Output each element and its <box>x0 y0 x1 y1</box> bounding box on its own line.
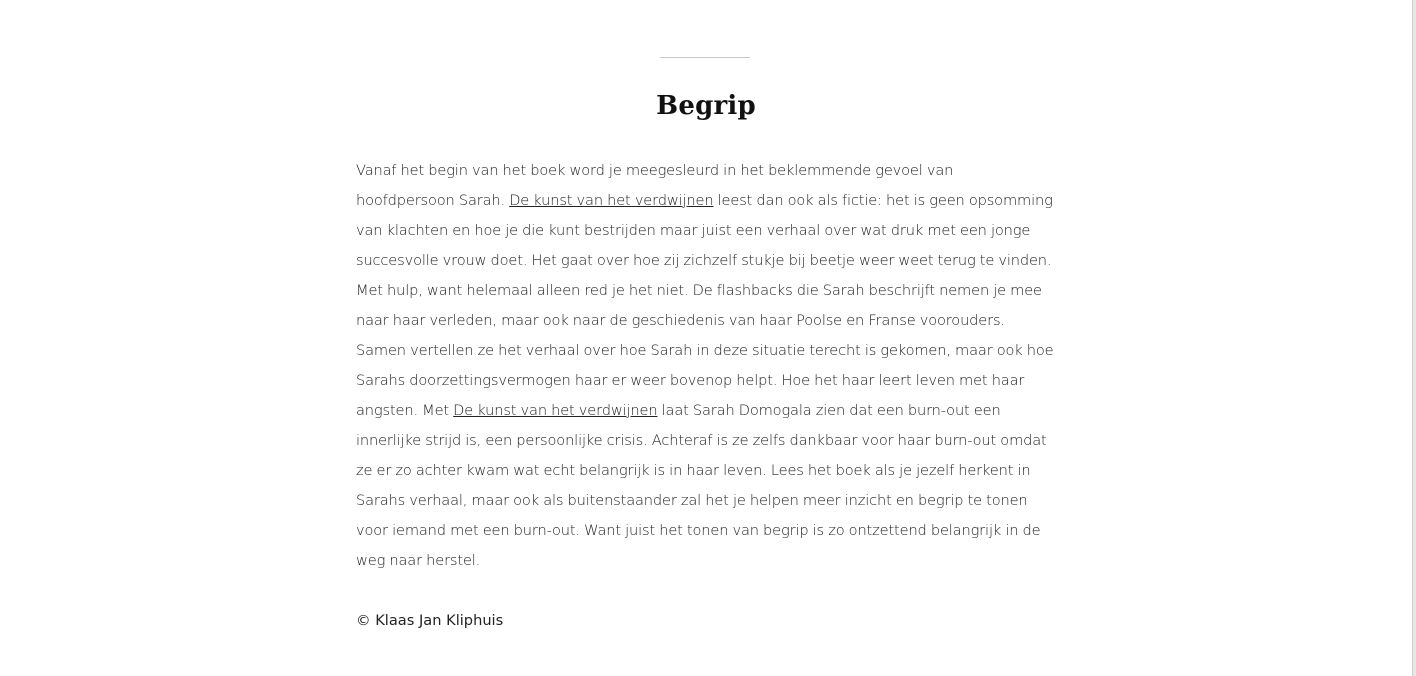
book-title-link[interactable]: De kunst van het verdwijnen <box>453 402 658 419</box>
paragraph-text: Vanaf het begin van het boek word je meegesleurd in het beklemmende gevoel van hoofdpersoon Sarah. <box>356 162 954 209</box>
paragraph-text: laat Sarah Domogala zien dat een burn-out een innerlijke strijd is, een persoonlijke crisis. Achteraf is ze zelfs dankbaar voor haar burn-out omdat ze er zo achter kwam wat echt belangrijk is in haar leven. Lees het boek als je jezelf herkent in Sarahs verhaal, maar ook als buitenstaander zal het je helpen meer inzicht en begrip te tonen voor iemand met een burn-out. Want juist het tonen van begrip is zo ontzettend belangrijk in de weg naar herstel. <box>356 402 1047 569</box>
scrollbar[interactable] <box>1412 0 1416 676</box>
paragraph-text: leest dan ook als fictie: het is geen opsomming van klachten en hoe je die kunt bestrijden maar juist een verhaal over wat druk met een jonge succesvolle vrouw doet. Het gaat over hoe zij zichzelf stukje bij beetje weer weet terug te vinden. Met hulp, want helemaal alleen red je het niet. De flashbacks die Sarah beschrijft nemen je mee naar haar verleden, maar ook naar de geschiedenis van haar Poolse en Franse voorouders. Samen vertellen ze het verhaal over hoe Sarah in deze situatie terecht is gekomen, maar ook hoe Sarahs doorzettingsvermogen haar er weer bovenop helpt. Hoe het haar leert leven met haar angsten. Met <box>356 192 1054 419</box>
section-divider <box>660 57 750 58</box>
book-title-link[interactable]: De kunst van het verdwijnen <box>509 192 714 209</box>
copyright-notice: © Klaas Jan Kliphuis <box>356 612 504 629</box>
article-paragraph <box>356 156 1056 576</box>
section-title: Begrip <box>656 91 756 121</box>
